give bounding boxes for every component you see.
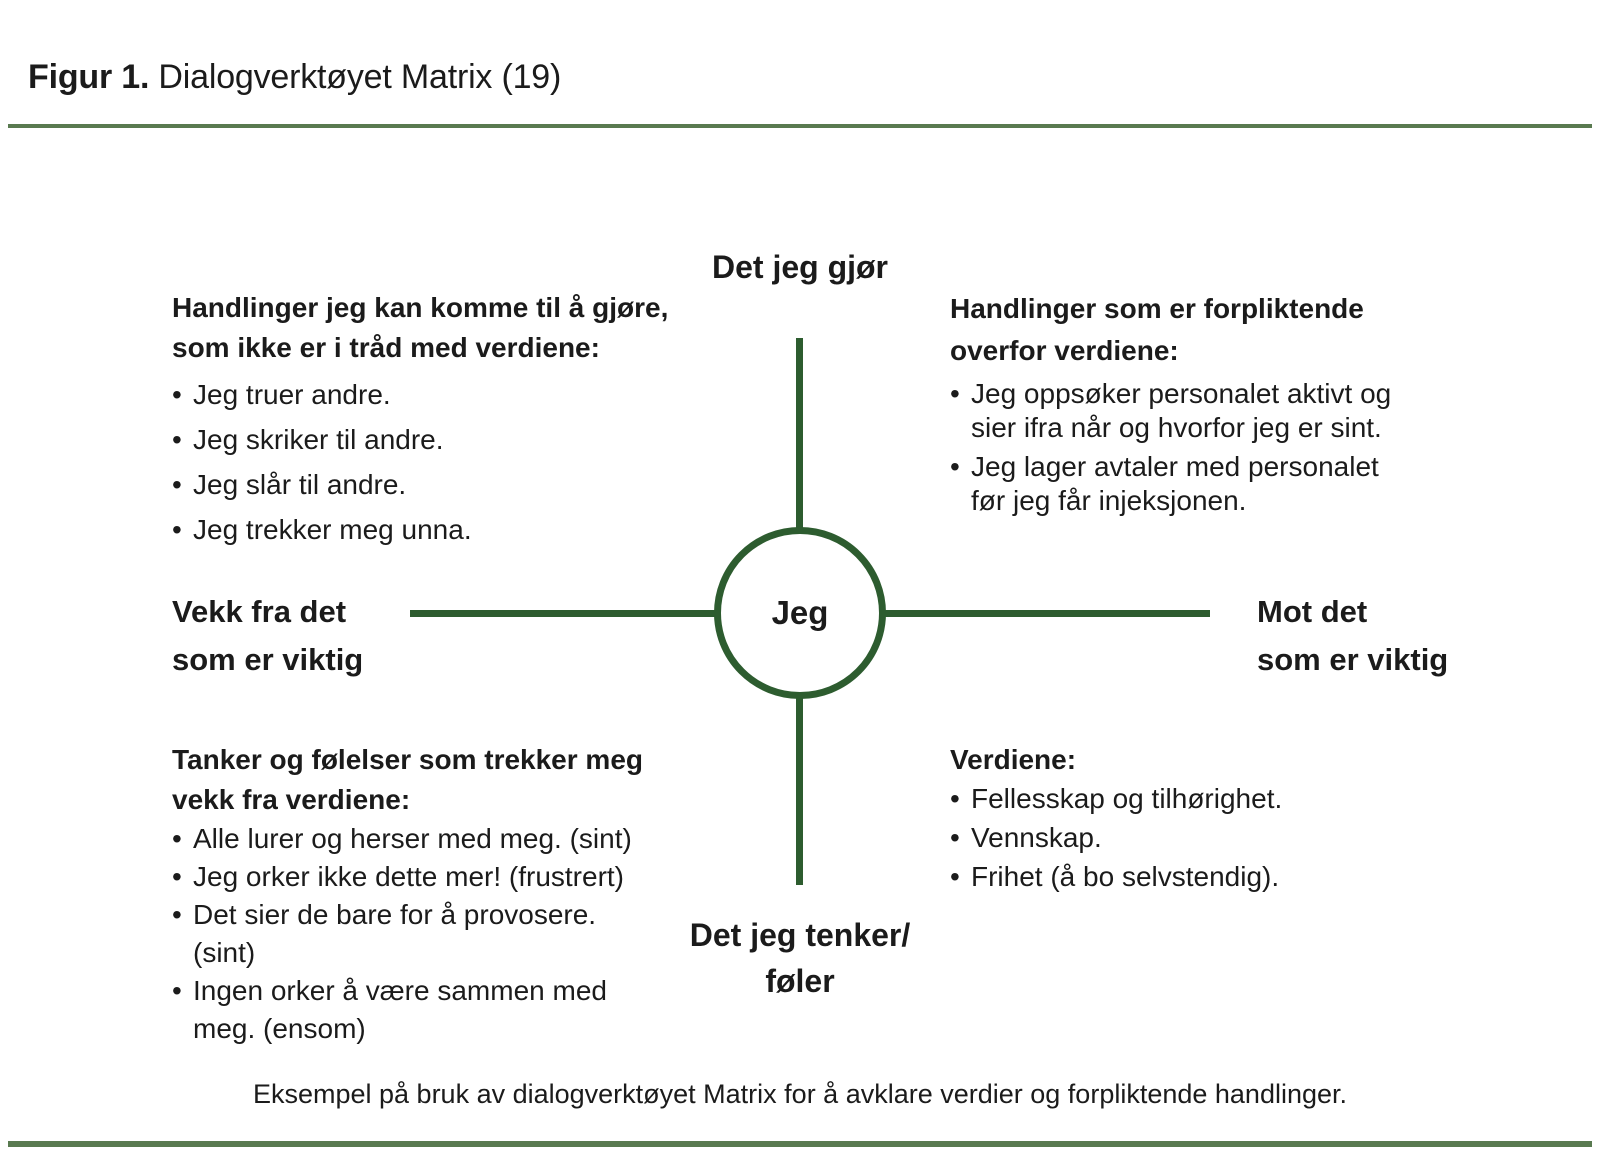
list-item: • Alle lurer og herser med meg. (sint)	[172, 820, 712, 858]
list-item: • Frihet (å bo selvstendig).	[950, 857, 1420, 896]
bullet-icon: •	[950, 861, 960, 892]
axis-label-right	[1257, 588, 1577, 684]
figure-number: Figur 1.	[28, 58, 150, 96]
quadrant-bottom-right	[950, 740, 1420, 896]
bullet-icon: •	[172, 861, 182, 892]
axis-label-bottom	[600, 912, 1000, 1004]
quadrant-heading: Tanker og følelser som trekker meg vekk fra verdiene:	[172, 744, 643, 815]
top-divider	[8, 124, 1592, 128]
bullet-icon: •	[172, 514, 182, 545]
bullet-icon: •	[950, 822, 960, 853]
center-circle	[714, 527, 886, 699]
bullet-icon: •	[950, 378, 960, 409]
list-item: • Jeg skriker til andre.	[172, 422, 712, 458]
quadrant-heading: Handlinger som er forpliktende overfor verdiene:	[950, 293, 1364, 366]
list-item: • Jeg oppsøker personalet aktivt og sier ifra når og hvorfor jeg er sint.	[950, 378, 1392, 443]
bullet-icon: •	[172, 975, 182, 1006]
axis-bottom-line1: Det jeg tenker/	[689, 917, 911, 953]
bullet-icon: •	[172, 823, 182, 854]
axis-left-line2: som er viktig	[172, 642, 364, 677]
list-item: • Vennskap.	[950, 818, 1420, 857]
list-item: • Jeg lager avtaler med personalet før jeg får injeksjonen.	[950, 451, 1379, 516]
list-item: • Jeg trekker meg unna.	[172, 512, 712, 548]
quadrant-top-left	[172, 288, 712, 548]
bullet-icon: •	[172, 469, 182, 500]
axis-label-left	[172, 588, 492, 684]
figure-caption: Eksempel på bruk av dialogverktøyet Matrix for å avklare verdier og forpliktende handlinger.	[252, 1079, 1348, 1109]
quadrant-heading: Handlinger jeg kan komme til å gjøre, som ikke er i tråd med verdiene:	[172, 292, 669, 363]
axis-label-top: Det jeg gjør	[711, 249, 888, 285]
bullet-icon: •	[172, 424, 182, 455]
list-item: • Jeg truer andre.	[172, 377, 712, 413]
figure-title	[28, 56, 561, 98]
axis-right-line2: som er viktig	[1257, 642, 1449, 677]
list-item: • Ingen orker å være sammen med meg. (ensom)	[172, 972, 712, 1048]
center-label: Jeg	[771, 594, 829, 631]
axis-right-line1: Mot det	[1257, 594, 1368, 629]
figure-name: Dialogverktøyet Matrix (19)	[149, 58, 562, 96]
axis-bottom-line2: føler	[765, 963, 835, 999]
bullet-icon: •	[950, 783, 960, 814]
axis-left-line1: Vekk fra det	[172, 594, 347, 629]
quadrant-heading: Verdiene:	[950, 744, 1077, 775]
bullet-icon: •	[950, 451, 960, 482]
list-item: • Fellesskap og tilhørighet.	[950, 779, 1420, 818]
bottom-divider	[8, 1141, 1592, 1147]
list-item: • Jeg slår til andre.	[172, 467, 712, 503]
bullet-icon: •	[172, 899, 182, 930]
list-item: • Jeg orker ikke dette mer! (frustrert)	[172, 858, 712, 896]
quadrant-top-right	[950, 288, 1420, 518]
list-item: • Det sier de bare for å provosere. (sint)	[172, 896, 712, 972]
bullet-icon: •	[172, 379, 182, 410]
